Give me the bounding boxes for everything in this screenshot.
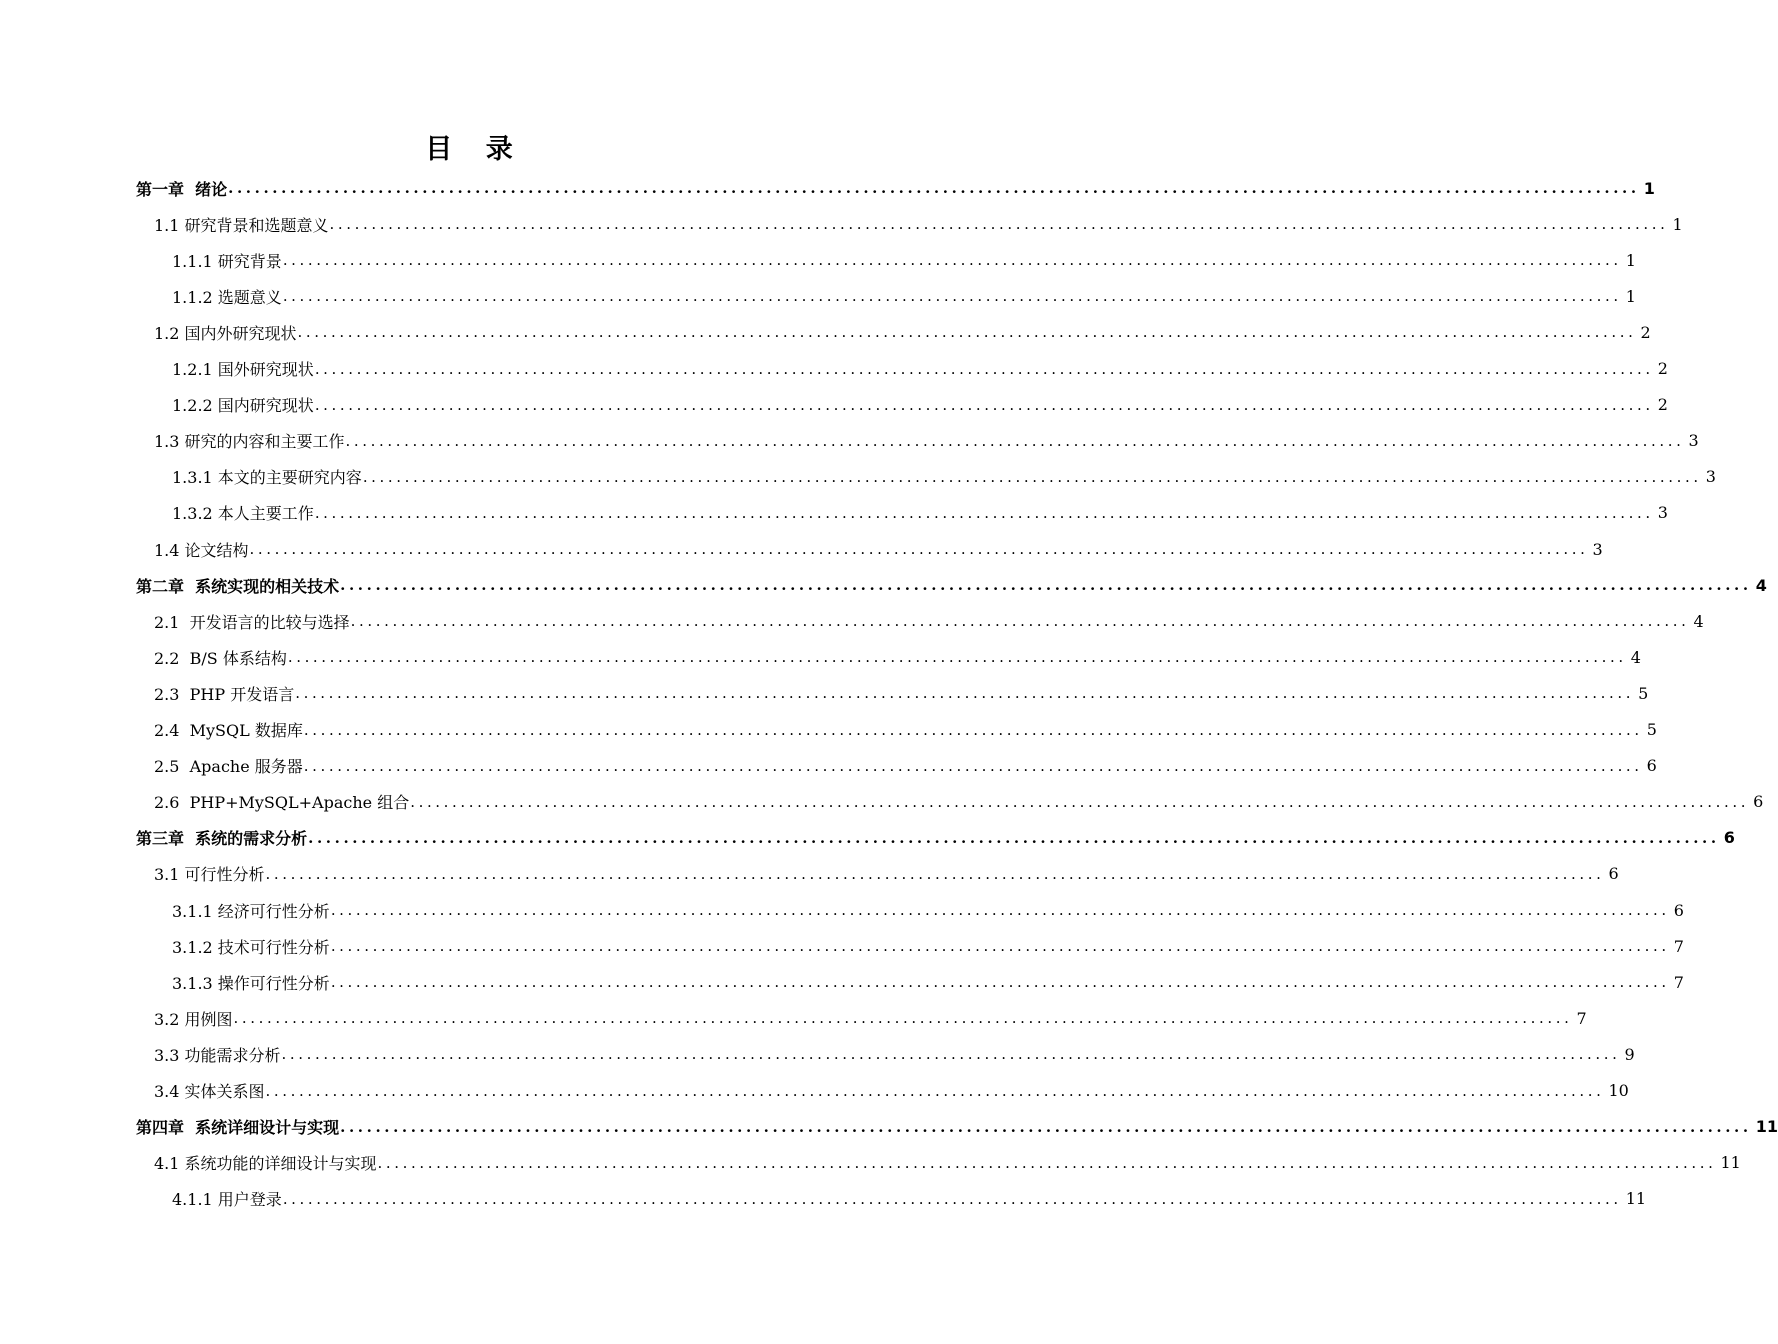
toc-entry-page-number: 7 <box>1673 936 1684 956</box>
toc-leader-dots: ................................................................................................................................................................ <box>410 792 1750 811</box>
toc-entry-title: 4.1.1 用户登录 <box>172 1190 282 1210</box>
toc-leader-dots: ................................................................................................................................................................ <box>281 1045 1621 1064</box>
toc-entry-title: 1.1.2 选题意义 <box>172 287 282 307</box>
toc-entry-title: 1.1 研究背景和选题意义 <box>154 215 329 235</box>
toc-entry[interactable] <box>172 892 1684 928</box>
toc-entry-page-number: 1 <box>1625 286 1636 306</box>
toc-entry-page-number: 4 <box>1693 611 1704 631</box>
toc-entry-title: 1.3.2 本人主要工作 <box>172 504 314 524</box>
toc-entry-page-number: 5 <box>1646 720 1657 739</box>
toc-leader-dots: ................................................................................................................................................................ <box>297 323 1637 342</box>
toc-leader-dots: ................................................................................................................................................................ <box>282 251 1622 270</box>
toc-entry-title: 3.2 用例图 <box>154 1009 233 1029</box>
toc-entry-page-number: 6 <box>1753 792 1764 812</box>
toc-entry-title: 1.2.2 国内研究现状 <box>172 396 314 416</box>
toc-leader-dots: ................................................................................................................................................................ <box>330 973 1670 992</box>
toc-entry-page-number: 2 <box>1657 395 1668 415</box>
toc-entry-title: 2.2 B/S 体系结构 <box>154 648 287 668</box>
toc-entry[interactable] <box>172 387 1668 423</box>
toc-entry-page-number: 7 <box>1673 972 1684 992</box>
toc-entry-title: 3.1 可行性分析 <box>154 865 265 885</box>
toc-entry-page-number: 4 <box>1630 647 1641 667</box>
toc-entry[interactable] <box>154 1036 1635 1072</box>
toc-leader-dots: ................................................................................................................................................................ <box>233 1009 1573 1028</box>
toc-entry-page-number: 3 <box>1592 539 1603 559</box>
toc-entry[interactable] <box>154 1073 1629 1109</box>
toc-entry-title: 2.3 PHP 开发语言 <box>154 684 295 704</box>
toc-entry-title: 1.2 国内外研究现状 <box>154 323 297 343</box>
toc-leader-dots: ................................................................................................................................................................ <box>287 648 1627 667</box>
toc-entry-page-number: 3 <box>1688 431 1699 451</box>
toc-entry-title: 3.1.1 经济可行性分析 <box>172 901 330 921</box>
toc-leader-dots: ................................................................................................................................................................ <box>329 215 1669 234</box>
toc-leader-dots: ................................................................................................................................................................ <box>350 612 1690 631</box>
toc-entry-title: 2.6 PHP+MySQL+Apache 组合 <box>154 793 410 813</box>
toc-entry-page-number: 6 <box>1723 828 1735 848</box>
toc-entry-title: 2.1 开发语言的比较与选择 <box>154 612 350 632</box>
toc-leader-dots: ................................................................................................................................................................ <box>314 395 1654 414</box>
toc-leader-dots: ................................................................................................................................................................ <box>377 1153 1717 1172</box>
toc-entry[interactable] <box>172 1181 1647 1217</box>
toc-entry-title: 1.3 研究的内容和主要工作 <box>154 432 345 452</box>
toc-entry-title: 3.3 功能需求分析 <box>154 1045 281 1065</box>
toc-entry-page-number: 11 <box>1720 1153 1741 1173</box>
toc-leader-dots: ................................................................................................................................................................ <box>295 684 1635 703</box>
toc-entry[interactable] <box>172 459 1716 495</box>
toc-entry[interactable] <box>154 531 1603 567</box>
toc-entry-page-number: 1 <box>1672 214 1683 234</box>
toc-leader-dots: ................................................................................................................................................................ <box>314 503 1654 522</box>
toc-entry[interactable] <box>154 856 1619 892</box>
toc-leader-dots: ................................................................................................................................................................ <box>303 720 1643 739</box>
toc-entry-page-number: 10 <box>1608 1081 1629 1100</box>
toc-entry[interactable] <box>154 423 1699 459</box>
toc-entry-page-number: 5 <box>1638 683 1649 703</box>
toc-entry-page-number: 3 <box>1705 467 1716 487</box>
toc-title: 目 录 <box>425 134 525 165</box>
toc-entry[interactable] <box>154 639 1641 675</box>
toc-entry-page-number: 4 <box>1755 575 1767 595</box>
toc-entry[interactable] <box>136 170 1655 206</box>
toc-entry[interactable] <box>154 675 1649 711</box>
toc-entry-title: 4.1 系统功能的详细设计与实现 <box>154 1154 377 1174</box>
toc-entry[interactable] <box>136 820 1735 856</box>
toc-entry[interactable] <box>154 314 1651 350</box>
toc-entry-page-number: 9 <box>1624 1044 1635 1064</box>
toc-entry[interactable] <box>154 712 1657 748</box>
toc-entry-page-number: 1 <box>1643 178 1655 198</box>
toc-entry-page-number: 3 <box>1657 503 1668 523</box>
toc-leader-dots: ................................................................................................................................................................ <box>314 359 1654 378</box>
toc-leader-dots: ................................................................................................................................................................ <box>340 1117 1752 1136</box>
toc-entry[interactable] <box>172 351 1668 387</box>
toc-entry-page-number: 7 <box>1576 1008 1587 1028</box>
toc-entry-title: 1.2.1 国外研究现状 <box>172 360 314 379</box>
toc-entry[interactable] <box>154 748 1657 784</box>
toc-leader-dots: ................................................................................................................................................................ <box>282 287 1622 306</box>
toc-entry-page-number: 2 <box>1657 359 1668 378</box>
toc-leader-dots: ................................................................................................................................................................ <box>282 1189 1622 1208</box>
toc-leader-dots: ................................................................................................................................................................ <box>330 937 1670 956</box>
toc-leader-dots: ................................................................................................................................................................ <box>308 828 1720 847</box>
toc-entry-title: 3.1.2 技术可行性分析 <box>172 937 330 957</box>
toc-entry-title: 第一章 绪论 <box>136 179 228 199</box>
toc-entry[interactable] <box>154 1145 1741 1181</box>
toc-entry-title: 3.4 实体关系图 <box>154 1082 265 1101</box>
toc-entry-title: 2.4 MySQL 数据库 <box>154 721 303 740</box>
toc-leader-dots: ................................................................................................................................................................ <box>228 179 1640 197</box>
toc-leader-dots: ................................................................................................................................................................ <box>249 540 1589 558</box>
toc-entry[interactable] <box>154 1000 1587 1036</box>
toc-entry-page-number: 2 <box>1640 322 1651 342</box>
toc-entry-title: 1.1.1 研究背景 <box>172 251 282 271</box>
toc-entry-title: 第三章 系统的需求分析 <box>136 829 308 849</box>
toc-entry[interactable] <box>154 603 1704 639</box>
toc-entry[interactable] <box>172 928 1684 964</box>
toc-entry[interactable] <box>172 495 1668 531</box>
toc-leader-dots: ................................................................................................................................................................ <box>340 576 1752 595</box>
toc-leader-dots: ................................................................................................................................................................ <box>265 864 1605 883</box>
toc-entry-title: 1.4 论文结构 <box>154 540 249 560</box>
toc-entry-title: 3.1.3 操作可行性分析 <box>172 973 330 993</box>
toc-entry[interactable] <box>154 784 1764 820</box>
toc-leader-dots: ................................................................................................................................................................ <box>303 756 1643 775</box>
toc-entry[interactable] <box>172 278 1636 314</box>
toc-leader-dots: ................................................................................................................................................................ <box>330 901 1670 919</box>
toc-entry-page-number: 11 <box>1755 1117 1778 1137</box>
toc-entry[interactable] <box>136 567 1767 603</box>
toc-entry[interactable] <box>172 242 1636 278</box>
toc-leader-dots: ................................................................................................................................................................ <box>362 467 1702 486</box>
toc-leader-dots: ................................................................................................................................................................ <box>265 1081 1605 1100</box>
toc-entry-page-number: 11 <box>1625 1189 1647 1209</box>
toc-entry-page-number: 6 <box>1608 864 1619 884</box>
toc-entry-title: 第二章 系统实现的相关技术 <box>136 576 340 596</box>
toc-entry-page-number: 6 <box>1646 756 1657 776</box>
toc-leader-dots: ................................................................................................................................................................ <box>345 431 1685 450</box>
toc-entry-page-number: 6 <box>1673 900 1684 920</box>
toc-entry[interactable] <box>136 1109 1778 1145</box>
toc-entry-title: 1.3.1 本文的主要研究内容 <box>172 468 362 488</box>
toc-entry[interactable] <box>172 964 1684 1000</box>
toc-entry-page-number: 1 <box>1625 250 1636 270</box>
toc-entry-title: 第四章 系统详细设计与实现 <box>136 1118 340 1138</box>
toc-entry-title: 2.5 Apache 服务器 <box>154 757 303 777</box>
toc-entry[interactable] <box>154 206 1683 242</box>
